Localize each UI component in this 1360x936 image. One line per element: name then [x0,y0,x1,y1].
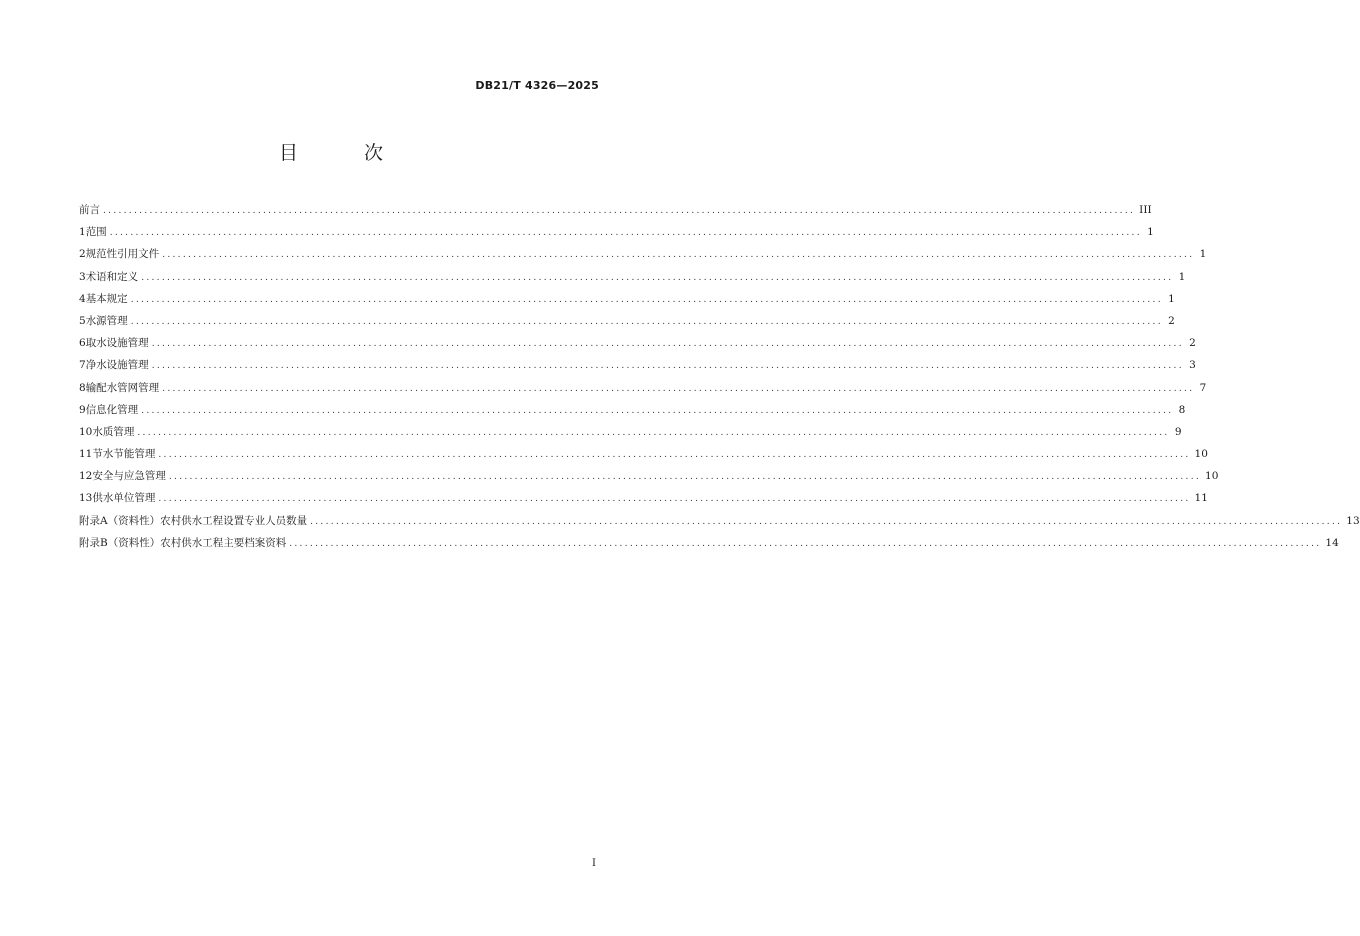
toc-entry-4[interactable] [79,288,1175,310]
toc-label: 供水单位管理 [92,492,156,505]
toc-leader-dots: ........................................................................................................................................................................................................ [162,250,1195,261]
toc-page-number: 2 [1189,337,1196,350]
toc-label: 农村供水工程设置专业人员数量 [160,514,308,527]
toc-entry-appendix-b[interactable] [79,532,1339,554]
toc-page-number: 14 [1325,536,1339,549]
toc-entry-foreword[interactable] [79,199,1152,221]
toc-page-number: 10 [1194,448,1208,461]
toc-entry-1[interactable] [79,221,1154,243]
toc-number: 11 [79,448,93,461]
toc-leader-dots: ........................................................................................................................................................................................................ [289,538,1322,549]
toc-number: 10 [79,425,93,438]
toc-entry-7[interactable] [79,354,1196,376]
toc-page-number: 7 [1199,381,1207,394]
toc-number: 2 [79,248,86,261]
toc-label: 前言 [79,204,100,216]
toc-entry-9[interactable] [79,399,1186,421]
toc-leader-dots: ........................................................................................................................................................................................................ [162,383,1195,394]
toc-page-number: 1 [1147,226,1154,239]
toc-label: 术语和定义 [85,270,139,283]
toc-page-number: 3 [1189,359,1196,372]
toc-page-number: 9 [1174,425,1182,438]
toc-leader-dots: ........................................................................................................................................................................................................ [130,316,1163,327]
toc-page-number: 13 [1346,514,1360,527]
toc-page-number: III [1139,204,1152,216]
toc-leader-dots: ........................................................................................................................................................................................................ [310,516,1343,527]
toc-leader-dots: ........................................................................................................................................................................................................ [141,405,1174,416]
toc-page-number: 2 [1168,314,1175,327]
toc-entry-13[interactable] [79,487,1208,509]
table-of-contents [79,199,1360,554]
toc-leader-dots: ........................................................................................................................................................................................................ [137,427,1170,438]
toc-label: 水源管理 [85,314,128,327]
toc-page-number: 8 [1178,403,1186,416]
toc-label: 水质管理 [92,425,135,438]
toc-entry-8[interactable] [79,377,1207,399]
toc-page-number: 1 [1178,270,1186,283]
toc-leader-dots: ........................................................................................................................................................................................................ [151,361,1184,372]
toc-number: 5 [79,314,86,327]
toc-page-number: 1 [1199,248,1207,261]
toc-label: 信息化管理 [85,403,139,416]
toc-number: 13 [79,492,93,505]
toc-entry-appendix-a[interactable] [79,510,1360,532]
toc-entry-2[interactable] [79,243,1207,265]
toc-number: 3 [79,270,86,283]
page-number: I [592,858,596,869]
toc-page-number: 1 [1168,292,1175,305]
document-number: DB21/T 4326—2025 [475,79,599,92]
toc-entry-3[interactable] [79,266,1186,288]
toc-page-number: 11 [1194,492,1208,505]
toc-label: 节水节能管理 [92,448,156,461]
toc-leader-dots: ........................................................................................................................................................................................................ [141,272,1174,283]
toc-leader-dots: ........................................................................................................................................................................................................ [109,228,1142,239]
toc-number: 12 [79,470,93,483]
toc-entry-12[interactable] [79,465,1219,487]
toc-label: 净水设施管理 [85,359,149,372]
toc-number: 8 [79,381,86,394]
toc-label: 农村供水工程主要档案资料 [160,536,287,549]
toc-label: 取水设施管理 [85,337,149,350]
appendix-prefix: 附录B（资料性） [79,536,161,549]
toc-entry-10[interactable] [79,421,1182,443]
toc-label: 范围 [85,226,107,239]
toc-label: 安全与应急管理 [92,470,166,483]
toc-leader-dots: ........................................................................................................................................................................................................ [168,472,1202,483]
toc-leader-dots: ........................................................................................................................................................................................................ [130,294,1163,305]
toc-number: 7 [79,359,86,372]
toc-leader-dots: ........................................................................................................................................................................................................ [151,339,1184,350]
toc-label: 输配水管网管理 [85,381,160,394]
toc-leader-dots: ........................................................................................................................................................................................................ [103,206,1136,216]
page-title: 目 次 [278,142,414,164]
toc-page-number: 10 [1205,470,1219,483]
appendix-prefix: 附录A（资料性） [79,514,161,527]
toc-label: 基本规定 [85,292,128,305]
toc-leader-dots: ........................................................................................................................................................................................................ [158,450,1191,461]
toc-label: 规范性引用文件 [85,248,160,261]
toc-entry-11[interactable] [79,443,1208,465]
toc-entry-5[interactable] [79,310,1175,332]
toc-number: 9 [79,403,86,416]
toc-number: 1 [79,226,86,239]
toc-entry-6[interactable] [79,332,1196,354]
toc-leader-dots: ........................................................................................................................................................................................................ [158,494,1191,505]
toc-number: 4 [79,292,86,305]
toc-number: 6 [79,337,86,350]
